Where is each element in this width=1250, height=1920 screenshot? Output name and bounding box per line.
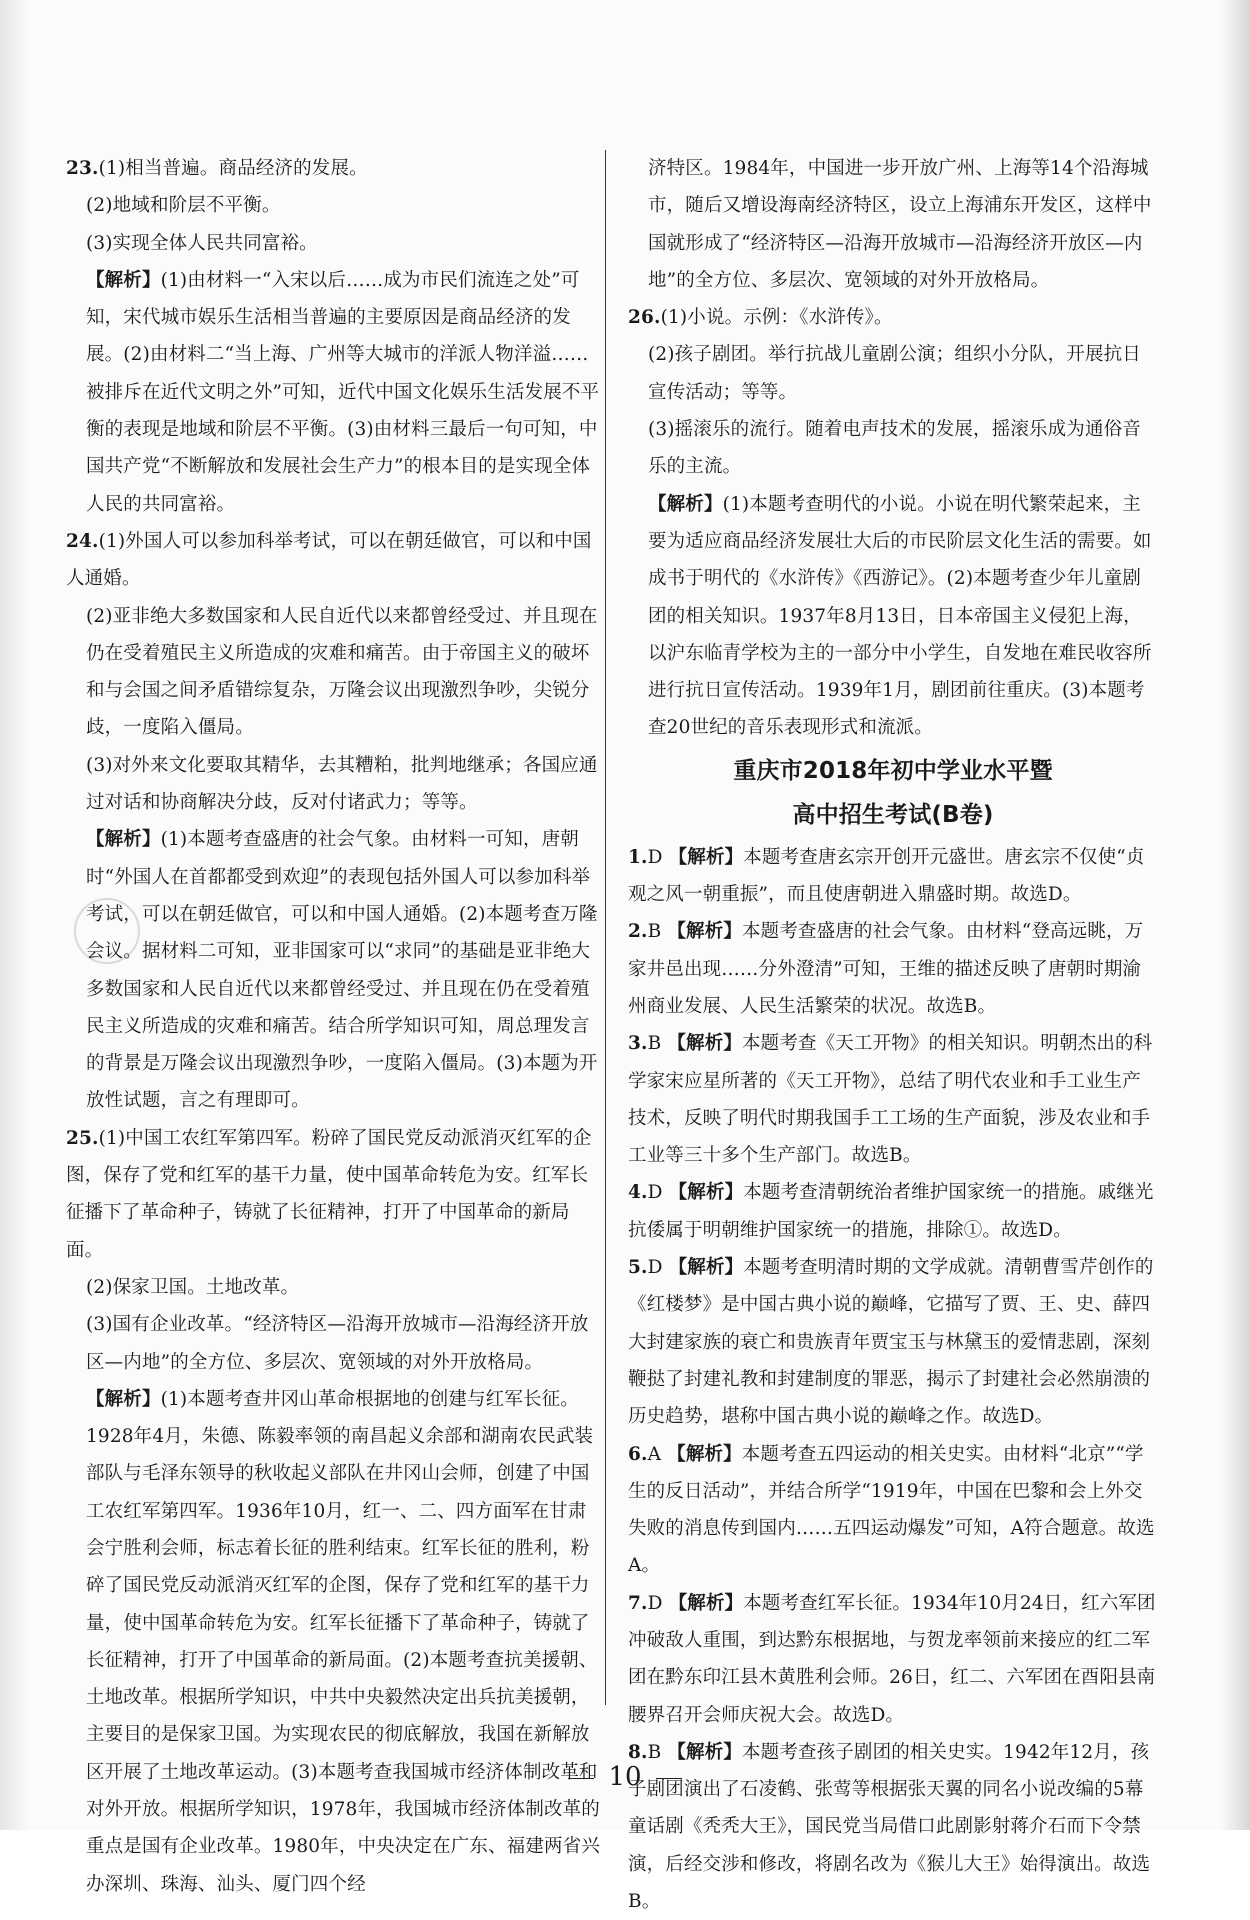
answer-part: (2)保家卫国。土地改革。 [86, 1276, 300, 1298]
question-number: 3. [628, 1033, 648, 1055]
page-number-footer [0, 1762, 1250, 1792]
mc-answer-3 [628, 1025, 1158, 1174]
question-number: 2. [628, 921, 648, 943]
footer-dash-right [656, 1778, 682, 1779]
question-23 [66, 150, 602, 523]
analysis-text: 本题考查五四运动的相关史实。由材料“北京”“学生的反日活动”，并结合所学“1919年，中国在巴黎和会上外交失败的消息传到国内……五四运动爆发”可知，A符合题意。故选A。 [628, 1443, 1155, 1577]
answer-part: (1)外国人可以参加科举考试，可以在朝廷做官，可以和中国人通婚。 [66, 530, 592, 590]
analysis-text: (1)本题考查盛唐的社会气象。由材料一可知，唐朝时“外国人在首都都受到欢迎”的表现包括外国人可以参加科举考试，可以在朝廷做官，可以和中国人通婚。(2)本题考查万隆会议。据材料二可知，亚非国家可以“求同”的基础是亚非绝大多数国家和人民自近代以来都曾经受过、并且现在仍在受着殖民主义所造成的灾难和痛苦。结合所学知识可知，周总理发言的背景是万隆会议出现激烈争吵，一度陷入僵局。(3)本题为开放性试题，言之有理即可。 [86, 829, 598, 1112]
answer-part: (1)小说。示例：《水浒传》。 [660, 307, 893, 329]
mc-answer-2 [628, 913, 1158, 1025]
question-number: 7. [628, 1592, 648, 1614]
column-divider [605, 150, 606, 1705]
answer-choice: D [647, 846, 663, 868]
question-number: 4. [628, 1182, 648, 1204]
answer-part: (3)实现全体人民共同富裕。 [86, 232, 318, 254]
analysis-tag: 【解析】 [667, 1033, 743, 1055]
answer-part: (3)国有企业改革。“经济特区—沿海开放城市—沿海经济开放区—内地”的全方位、多层次、宽领域的对外开放格局。 [86, 1314, 589, 1373]
question-number: 1. [628, 846, 648, 868]
section-title [628, 749, 1158, 837]
page-shadow-right [1220, 0, 1250, 1830]
mc-answer-4 [628, 1174, 1158, 1249]
question-number: 24. [66, 530, 99, 552]
analysis-tag: 【解析】 [667, 921, 743, 943]
right-column [628, 150, 1158, 1920]
answer-choice: B [647, 1741, 662, 1763]
question-number: 26. [628, 307, 661, 329]
answer-choice: D [647, 1592, 663, 1614]
answer-part: (2)亚非绝大多数国家和人民自近代以来都曾经受过、并且现在仍在受着殖民主义所造成的灾难和痛苦。由于帝国主义的破坏和与会国之间矛盾错综复杂，万隆会议出现激烈争吵，尖锐分歧，一度陷入僵局。 [86, 605, 598, 739]
mc-answer-5 [628, 1249, 1158, 1435]
analysis-text: 本题考查《天工开物》的相关知识。明朝杰出的科学家宋应星所著的《天工开物》，总结了明代农业和手工业生产技术，反映了明代时期我国手工工场的生产面貌，涉及农业和手工业等三十多个生产部门。故选B。 [628, 1033, 1153, 1167]
answer-part: (1)中国工农红军第四军。粉碎了国民党反动派消灭红军的企图，保存了党和红军的基干力量，使中国革命转危为安。红军长征播下了革命种子，铸就了长征精神，打开了中国革命的新局面。 [66, 1127, 592, 1261]
answer-part: (2)孩子剧团。举行抗战儿童剧公演；组织小分队，开展抗日宣传活动；等等。 [648, 344, 1141, 403]
question-24 [66, 523, 602, 1120]
mc-answer-6 [628, 1436, 1158, 1585]
analysis-text: 本题考查唐玄宗开创开元盛世。唐玄宗不仅使“贞观之风一朝重振”，而且使唐朝进入鼎盛时期。故选D。 [628, 846, 1145, 906]
page-shadow-left [0, 0, 30, 1830]
question-26 [628, 299, 1158, 747]
analysis-tag: 【解析】 [648, 493, 723, 515]
footer-dash-left [568, 1778, 594, 1779]
analysis-text: 本题考查明清时期的文学成就。清朝曹雪芹创作的《红楼梦》是中国古典小说的巅峰，它描写了贾、王、史、薛四大封建家族的衰亡和贵族青年贾宝玉与林黛玉的爱情悲剧，深刻鞭挞了封建礼教和封建制度的罪恶，揭示了封建社会必然崩溃的历史趋势，堪称中国古典小说的巅峰之作。故选D。 [628, 1257, 1154, 1428]
analysis-tag: 【解析】 [86, 1388, 161, 1410]
analysis-text: 本题考查清朝统治者维护国家统一的措施。戚继光抗倭属于明朝维护国家统一的措施，排除①。故选D。 [628, 1182, 1154, 1241]
analysis-tag: 【解析】 [668, 1592, 744, 1614]
analysis-tag: 【解析】 [667, 1443, 742, 1465]
question-number: 6. [628, 1443, 648, 1465]
answer-choice: D [647, 1182, 663, 1204]
mc-answer-1 [628, 839, 1158, 914]
analysis-tag: 【解析】 [86, 269, 161, 291]
analysis-tag: 【解析】 [668, 846, 744, 868]
analysis-tag: 【解析】 [668, 1257, 744, 1279]
analysis-tag: 【解析】 [667, 1741, 743, 1763]
analysis-text: (1)本题考查明代的小说。小说在明代繁荣起来，主要为适应商品经济发展壮大后的市民阶层文化生活的需要。如成书于明代的《水浒传》《西游记》。(2)本题考查少年儿童剧团的相关知识。1937年8月13日，日本帝国主义侵犯上海，以沪东临青学校为主的一部分中小学生，自发地在难民收容所进行抗日宣传活动。1939年1月，剧团前往重庆。(3)本题考查20世纪的音乐表现形式和流派。 [648, 493, 1152, 739]
continued-analysis: 济特区。1984年，中国进一步开放广州、上海等14个沿海城市，随后又增设海南经济特区，设立上海浦东开发区，这样中国就形成了“经济特区—沿海开放城市—沿海经济开放区—内地”的全方位、多层次、宽领域的对外开放格局。 [648, 158, 1152, 291]
answer-choice: B [647, 1033, 662, 1055]
question-number: 5. [628, 1257, 648, 1279]
analysis-text: 本题考查红军长征。1934年10月24日，红六军团冲破敌人重围，到达黔东根据地，与贺龙率领前来接应的红二军团在黔东印江县木黄胜利会师。26日，红二、六军团在酉阳县南腰界召开会师庆祝大会。故选D。 [628, 1592, 1156, 1726]
section-title-line-2: 高中招生考试(B卷) [792, 801, 994, 828]
section-title-line-1: 重庆市2018年初中学业水平暨 [733, 757, 1053, 784]
answer-part: (2)地域和阶层不平衡。 [86, 195, 281, 217]
analysis-tag: 【解析】 [668, 1182, 744, 1204]
answer-part: (1)相当普遍。商品经济的发展。 [98, 158, 368, 179]
question-number: 25. [66, 1127, 99, 1149]
mc-answer-7 [628, 1585, 1158, 1734]
answer-choice: B [647, 921, 662, 943]
analysis-text: 本题考查孩子剧团的相关史实。1942年12月，孩子剧团演出了石凌鹤、张莺等根据张天翼的同名小说改编的5幕童话剧《秃秃大王》，国民党当局借口此剧影射蒋介石而下令禁演，后经交涉和修改，将剧名改为《猴儿大王》始得演出。故选B。 [628, 1741, 1151, 1913]
answer-part: (3)摇滚乐的流行。随着电声技术的发展，摇滚乐成为通俗音乐的主流。 [648, 419, 1141, 478]
answer-choice: D [647, 1257, 663, 1279]
answer-choice: A [647, 1443, 662, 1465]
page-number: 10 [608, 1762, 642, 1792]
answer-part: (3)对外来文化要取其精华，去其糟粕，批判地继承；各国应通过对话和协商解决分歧，反对付诸武力；等等。 [86, 754, 598, 814]
analysis-text: 本题考查盛唐的社会气象。由材料“登高远眺，万家井邑出现……分外澄清”可知，王维的描述反映了唐朝时期渝州商业发展、人民生活繁荣的状况。故选B。 [628, 921, 1144, 1017]
question-number: 8. [628, 1741, 648, 1763]
left-column [66, 150, 602, 1903]
question-number: 23. [66, 158, 99, 179]
analysis-tag: 【解析】 [86, 829, 161, 851]
analysis-text: (1)本题考查井冈山革命根据地的创建与红军长征。1928年4月，朱德、陈毅率领的南昌起义余部和湖南农民武装部队与毛泽东领导的秋收起义部队在井冈山会师，创建了中国工农红军第四军。1936年10月，红一、二、四方面军在甘肃会宁胜利会师，标志着长征的胜利结束。红军长征的胜利，粉碎了国民党反动派消灭红军的企图，保存了党和红军的基干力量，使中国革命转危为安。红军长征播下了革命种子，铸就了长征精神，打开了中国革命的新局面。(2)本题考查抗美援朝、土地改革。根据所学知识，中共中央毅然决定出兵抗美援朝，主要目的是保家卫国。为实现农民的彻底解放，我国在新解放区开展了土地改革运动。(3)本题考查我国城市经济体制改革和对外开放。根据所学知识，1978年，我国城市经济体制改革的重点是国有企业改革。1980年，中央决定在广东、福建两省兴办深圳、珠海、汕头、厦门四个经 [86, 1388, 600, 1895]
analysis-text: (1)由材料一“入宋以后……成为市民们流连之处”可知，宋代城市娱乐生活相当普遍的主要原因是商品经济的发展。(2)由材料二“当上海、广州等大城市的洋派人物洋溢……被排斥在近代文明之外”可知，近代中国文化娱乐生活发展不平衡的表现是地域和阶层不平衡。(3)由材料三最后一句可知，中国共产党“不断解放和发展社会生产力”的根本目的是实现全体人民的共同富裕。 [86, 269, 600, 515]
